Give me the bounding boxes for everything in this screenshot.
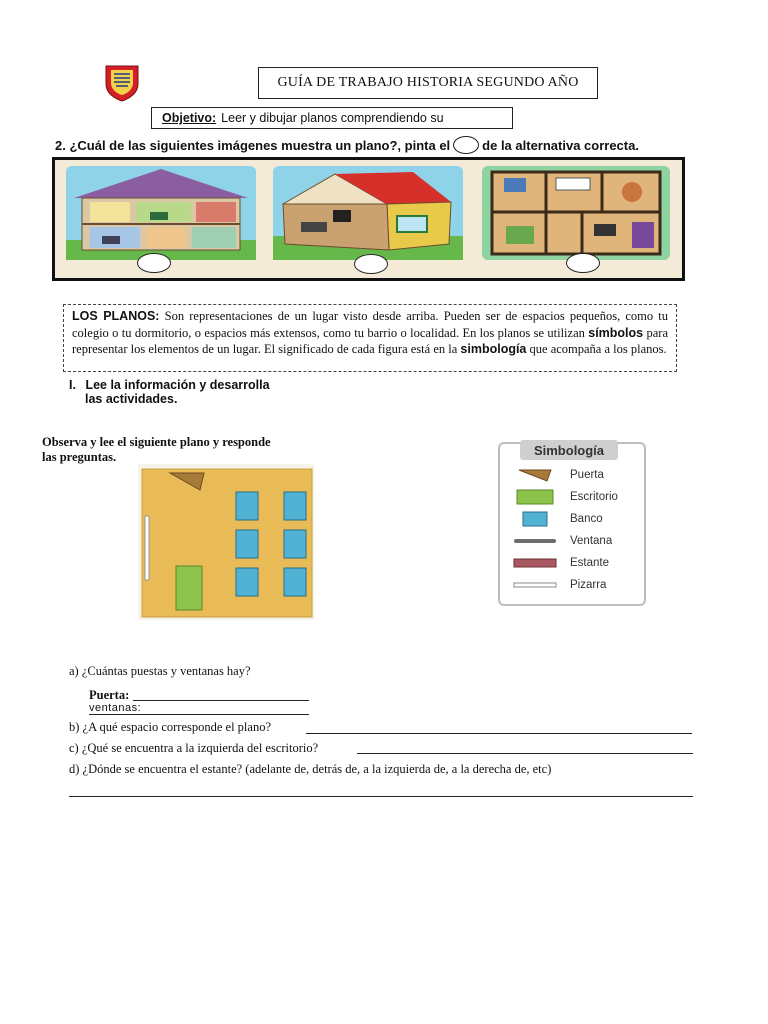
question-2-text: 2. ¿Cuál de las siguientes imágenes muestra un plano?, pinta el [55,138,451,153]
legend-row-estante [512,552,642,574]
objective-text: Leer y dibujar planos comprendiendo su [221,111,444,125]
legend-row-pizarra [512,574,642,596]
legend-label-ventana: Ventana [570,535,613,547]
observe-line-2: las preguntas. [42,450,117,464]
page-title: GUÍA DE TRABAJO HISTORIA SEGUNDO AÑO [258,67,598,99]
section-numeral: I. [69,378,76,392]
objective-label: Objetivo: [162,111,217,125]
bench-symbol [284,530,306,558]
info-bold-simbolos: símbolos [588,325,644,340]
legend-row-banco [512,508,642,530]
info-label: LOS PLANOS: [72,309,160,323]
bench-symbol [284,492,306,520]
option-house-side-view [66,166,256,260]
option-house-floor-plan [482,166,670,260]
whiteboard-icon [512,581,558,589]
bench-symbol [236,530,258,558]
question-c: c) ¿Qué se encuentra a la izquierda del escritorio? [69,741,319,755]
whiteboard-symbol [145,516,149,580]
question-2-text-end: de la alternativa correcta. [482,138,639,153]
legend-label-pizarra: Pizarra [570,579,607,591]
question-d: d) ¿Dónde se encuentra el estante? (adelante de, detrás de, a la izquierda de, a la derecha de, etc) [69,762,552,776]
oval-icon [453,136,479,154]
info-box-los-planos [63,304,677,372]
shelf-icon [512,558,558,568]
bench-symbol [284,568,306,596]
answer-b-line[interactable] [306,733,692,734]
question-b: b) ¿A qué espacio corresponde el plano? [69,720,272,734]
option-3-oval[interactable] [566,253,600,273]
legend-row-ventana [512,530,642,552]
desk-icon [512,489,558,505]
observe-line-1: Observa y lee el siguiente plano y responde [42,435,271,449]
window-icon [512,537,558,545]
answer-puerta-line[interactable] [133,700,309,701]
answer-ventanas-label: ventanas: [89,702,142,714]
option-2-oval[interactable] [354,254,388,274]
bench-icon [512,511,558,527]
info-text-2: para representar los elementos de un lugar. El significado de cada figura está en la [72,325,668,356]
info-bold-simbologia: simbología [460,342,527,356]
legend-label-puerta: Puerta [570,469,604,481]
answer-puerta-label: Puerta: [89,688,130,702]
objective-box [151,107,513,129]
door-icon [512,468,558,482]
bench-symbol [236,568,258,596]
school-crest-logo [104,64,140,102]
answer-ventanas-line[interactable] [89,714,309,715]
option-1-oval[interactable] [137,253,171,273]
question-2 [55,136,639,154]
legend-row-puerta [512,464,642,486]
section-1-heading [69,378,270,406]
bench-symbol [236,492,258,520]
question-a: a) ¿Cuántas puestas y ventanas hay? [69,664,251,678]
legend-label-escritorio: Escritorio [570,491,618,503]
legend-title: Simbología [520,440,618,460]
section-1-line-1: Lee la información y desarrolla [85,378,270,392]
legend-label-banco: Banco [570,513,603,525]
observe-instructions [42,435,271,465]
answer-d-line[interactable] [69,796,693,797]
legend-label-estante: Estante [570,557,609,569]
classroom-floor-plan [138,464,314,620]
section-1-line-2: las actividades. [85,392,178,406]
info-text-1: Son representaciones de un lugar visto desde arriba. Pueden ser de espacios pequeños, como tu colegio o tu dormitorio, o espacios más extensos, como tu barrio o localidad. En los planos se utilizan [72,309,669,340]
legend-row-escritorio [512,486,642,508]
desk-symbol [176,566,202,610]
option-house-3d-view [273,166,463,260]
answer-c-line[interactable] [357,753,693,754]
info-text-3: que acompaña a los planos. [529,342,667,356]
